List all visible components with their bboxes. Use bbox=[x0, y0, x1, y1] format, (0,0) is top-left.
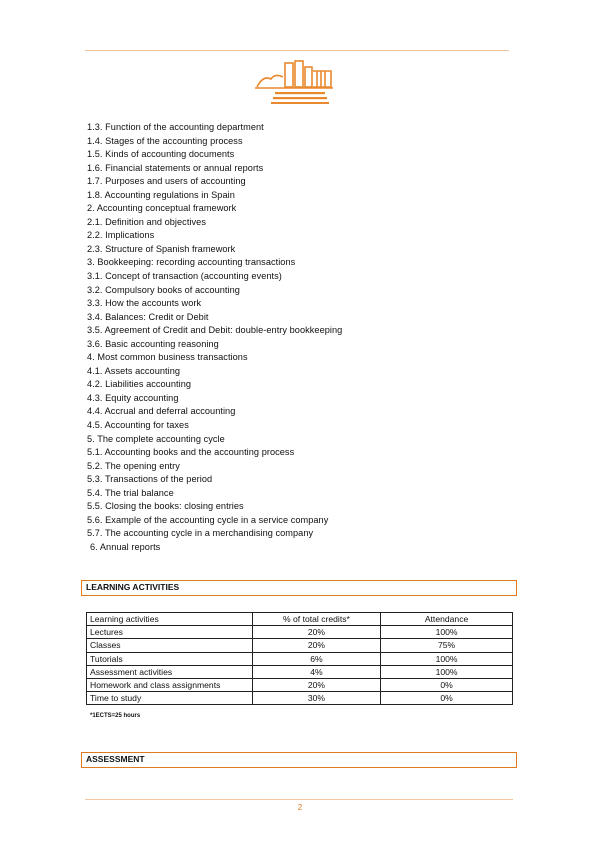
list-item: 3. Bookkeeping: recording accounting transactions bbox=[87, 257, 296, 268]
list-item: 1.5. Kinds of accounting documents bbox=[87, 149, 235, 160]
list-item: 1.8. Accounting regulations in Spain bbox=[87, 189, 235, 200]
list-item: 4. Most common business transactions bbox=[87, 352, 248, 363]
list-item: 1.6. Financial statements or annual reports bbox=[87, 162, 264, 173]
table-cell: Tutorials bbox=[87, 652, 253, 665]
footer-divider bbox=[85, 799, 513, 800]
list-item: 5.4. The trial balance bbox=[87, 487, 174, 498]
list-item: 5.3. Transactions of the period bbox=[87, 474, 213, 485]
table-cell: Assessment activities bbox=[87, 665, 253, 678]
table-cell: 75% bbox=[381, 639, 513, 652]
table-row bbox=[87, 639, 513, 652]
table-cell: 6% bbox=[252, 652, 380, 665]
list-item: 3.1. Concept of transaction (accounting events) bbox=[87, 271, 282, 282]
list-item: 5.7. The accounting cycle in a merchandising company bbox=[87, 528, 314, 539]
list-item: 3.5. Agreement of Credit and Debit: double-entry bookkeeping bbox=[87, 325, 343, 336]
list-item: 1.3. Function of the accounting department bbox=[87, 122, 264, 132]
list-item: 2.2. Implications bbox=[87, 230, 155, 241]
table-cell: 100% bbox=[381, 652, 513, 665]
list-item: 4.5. Accounting for taxes bbox=[87, 420, 189, 431]
list-item: 1.4. Stages of the accounting process bbox=[87, 135, 243, 146]
table-row bbox=[87, 652, 513, 665]
table-cell: 20% bbox=[252, 639, 380, 652]
table-cell: 0% bbox=[381, 692, 513, 705]
list-item: 5.1. Accounting books and the accounting process bbox=[87, 447, 295, 458]
list-item: 5.6. Example of the accounting cycle in a service company bbox=[87, 514, 329, 525]
column-header: Attendance bbox=[381, 613, 513, 626]
list-item: 5.2. The opening entry bbox=[87, 460, 180, 471]
table-row bbox=[87, 692, 513, 705]
table-cell: 20% bbox=[252, 678, 380, 691]
table-row bbox=[87, 665, 513, 678]
table-cell: Time to study bbox=[87, 692, 253, 705]
list-item: 6. Annual reports bbox=[90, 541, 161, 552]
table-header-row bbox=[87, 613, 513, 626]
list-item: 4.2. Liabilities accounting bbox=[87, 379, 192, 390]
column-header: % of total credits* bbox=[252, 613, 380, 626]
list-item: 3.3. How the accounts work bbox=[87, 298, 202, 309]
table-cell: 0% bbox=[381, 678, 513, 691]
assessment-heading: ASSESSMENT bbox=[81, 752, 517, 768]
list-item: 4.3. Equity accounting bbox=[87, 392, 179, 403]
list-item: 2.1. Definition and objectives bbox=[87, 216, 206, 227]
list-item: 4.1. Assets accounting bbox=[87, 365, 181, 376]
table-cell: 100% bbox=[381, 626, 513, 639]
table-cell: 30% bbox=[252, 692, 380, 705]
table-row bbox=[87, 678, 513, 691]
list-item: 3.4. Balances: Credit or Debit bbox=[87, 311, 209, 322]
table-row bbox=[87, 626, 513, 639]
list-item: 3.6. Basic accounting reasoning bbox=[87, 338, 219, 349]
column-header: Learning activities bbox=[87, 613, 253, 626]
list-item: 2. Accounting conceptual framework bbox=[87, 203, 237, 214]
table-cell: 100% bbox=[381, 665, 513, 678]
list-item: 1.7. Purposes and users of accounting bbox=[87, 176, 246, 187]
list-item: 2.3. Structure of Spanish framework bbox=[87, 243, 236, 254]
ects-footnote: *1ECTS=25 hours bbox=[90, 713, 141, 719]
list-item: 3.2. Compulsory books of accounting bbox=[87, 284, 240, 295]
page-number: 2 bbox=[297, 803, 303, 812]
table-cell: 20% bbox=[252, 626, 380, 639]
learning-activities-heading: LEARNING ACTIVITIES bbox=[81, 580, 517, 596]
learning-activities-table bbox=[86, 612, 513, 705]
table-cell: Homework and class assignments bbox=[87, 678, 253, 691]
header-divider bbox=[85, 50, 509, 51]
list-item: 4.4. Accrual and deferral accounting bbox=[87, 406, 236, 417]
list-item: 5. The complete accounting cycle bbox=[87, 433, 225, 444]
table-cell: Classes bbox=[87, 639, 253, 652]
course-contents-list bbox=[87, 121, 342, 555]
list-item: 5.5. Closing the books: closing entries bbox=[87, 501, 244, 512]
faculty-logo bbox=[253, 57, 337, 109]
table-cell: 4% bbox=[252, 665, 380, 678]
table-cell: Lectures bbox=[87, 626, 253, 639]
